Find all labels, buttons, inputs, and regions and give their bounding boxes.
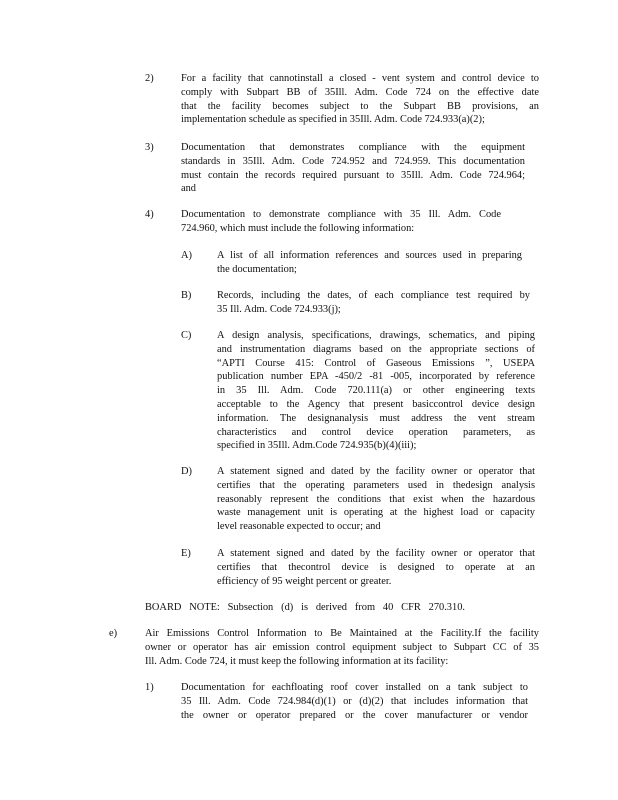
item-text	[217, 289, 530, 317]
text-line: For a facility that cannotinstall a closed - vent system and control device to	[181, 73, 539, 84]
text-line: 724.960, which must include the following information:	[181, 222, 415, 234]
item-text	[181, 681, 528, 722]
text-line: A statement signed and dated by the facility owner or operator that	[217, 548, 535, 559]
text-line: level reasonable expected to occur; and	[217, 521, 381, 533]
text-line: and instrumentation diagrams based on the appropriate sections of	[217, 343, 535, 355]
item-label: E)	[181, 548, 191, 559]
item-label: C)	[181, 330, 192, 341]
item-label: 4)	[145, 209, 154, 220]
item-label: 1)	[145, 682, 154, 693]
text-line: the owner or operator prepared or the cover manufacturer or vendor	[181, 709, 528, 721]
item-text	[217, 547, 535, 588]
item-text	[145, 627, 539, 668]
item-label: 3)	[145, 142, 154, 153]
text-line: comply with Subpart BB of 35Ill. Adm. Code 724 on the effective date	[181, 86, 539, 98]
text-line: characteristics and control device operation parameters, as	[217, 426, 535, 438]
text-line: certifies that thecontrol device is designed to operate at an	[217, 561, 535, 573]
text-line: 35 Ill. Adm. Code 724.984(d)(1) or (d)(2) that includes information that	[181, 695, 528, 707]
text-line: A design analysis, specifications, drawings, schematics, and piping	[217, 330, 535, 341]
text-line: owner or operator has air emission control equipment subject to Subpart CC of 35	[145, 641, 539, 653]
item-label: e)	[109, 628, 118, 639]
item-text	[217, 465, 535, 534]
item-label: A)	[181, 250, 192, 261]
text-line: A list of all information references and sources used in preparing	[217, 250, 522, 261]
item-text	[181, 208, 501, 236]
text-line: that the facility becomes subject to the Subpart BB provisions, an	[181, 100, 539, 112]
text-line: A statement signed and dated by the facility owner or operator that	[217, 466, 535, 477]
item-text	[217, 329, 535, 453]
text-line: in 35 Ill. Adm. Code 720.111(a) or other engineering texts	[217, 385, 535, 397]
text-line: information. The designanalysis must address the vent stream	[217, 412, 535, 424]
text-line: must contain the records required pursuant to 35Ill. Adm. Code 724.964;	[181, 169, 525, 181]
text-line: implementation schedule as specified in 35Ill. Adm. Code 724.933(a)(2);	[181, 114, 485, 126]
text-line: BOARD NOTE: Subsection (d) is derived from 40 CFR 270.310.	[145, 602, 465, 613]
text-line: Ill. Adm. Code 724, it must keep the following information at its facility:	[145, 655, 449, 667]
text-line: waste management unit is operating at the highest load or capacity	[217, 507, 535, 519]
text-line: 35 Ill. Adm. Code 724.933(j);	[217, 303, 341, 315]
item-label: D)	[181, 466, 192, 477]
text-line: reasonably represent the conditions that exist when the hazardous	[217, 493, 535, 505]
text-line: Documentation for eachfloating roof cover installed on a tank subject to	[181, 682, 528, 693]
item-label: 2)	[145, 73, 154, 84]
text-line: Documentation that demonstrates compliance with the equipment	[181, 142, 525, 153]
text-line: certifies that the operating parameters used in thedesign analysis	[217, 479, 535, 491]
text-line: standards in 35Ill. Adm. Code 724.952 and 724.959. This documentation	[181, 155, 525, 167]
item-text	[217, 249, 522, 277]
text-line: acceptable to the Agency that present basiccontrol device design	[217, 398, 535, 410]
item-text	[181, 72, 539, 127]
text-line: efficiency of 95 weight percent or greater.	[217, 575, 392, 587]
text-line: Air Emissions Control Information to Be Maintained at the Facility.If the facility	[145, 628, 539, 639]
text-line: publication number EPA -450/2 -81 -005, incorporated by reference	[217, 371, 535, 383]
item-text	[181, 141, 525, 196]
item-label: B)	[181, 290, 192, 301]
text-line: Documentation to demonstrate compliance with 35 Ill. Adm. Code	[181, 209, 501, 220]
text-line: “APTI Course 415: Control of Gaseous Emissions ”, USEPA	[217, 357, 535, 369]
board-note-text	[145, 601, 465, 615]
text-line: specified in 35Ill. Adm.Code 724.935(b)(4)(iii);	[217, 440, 417, 452]
text-line: Records, including the dates, of each compliance test required by	[217, 290, 530, 301]
text-line: the documentation;	[217, 263, 297, 275]
text-line: and	[181, 183, 197, 195]
